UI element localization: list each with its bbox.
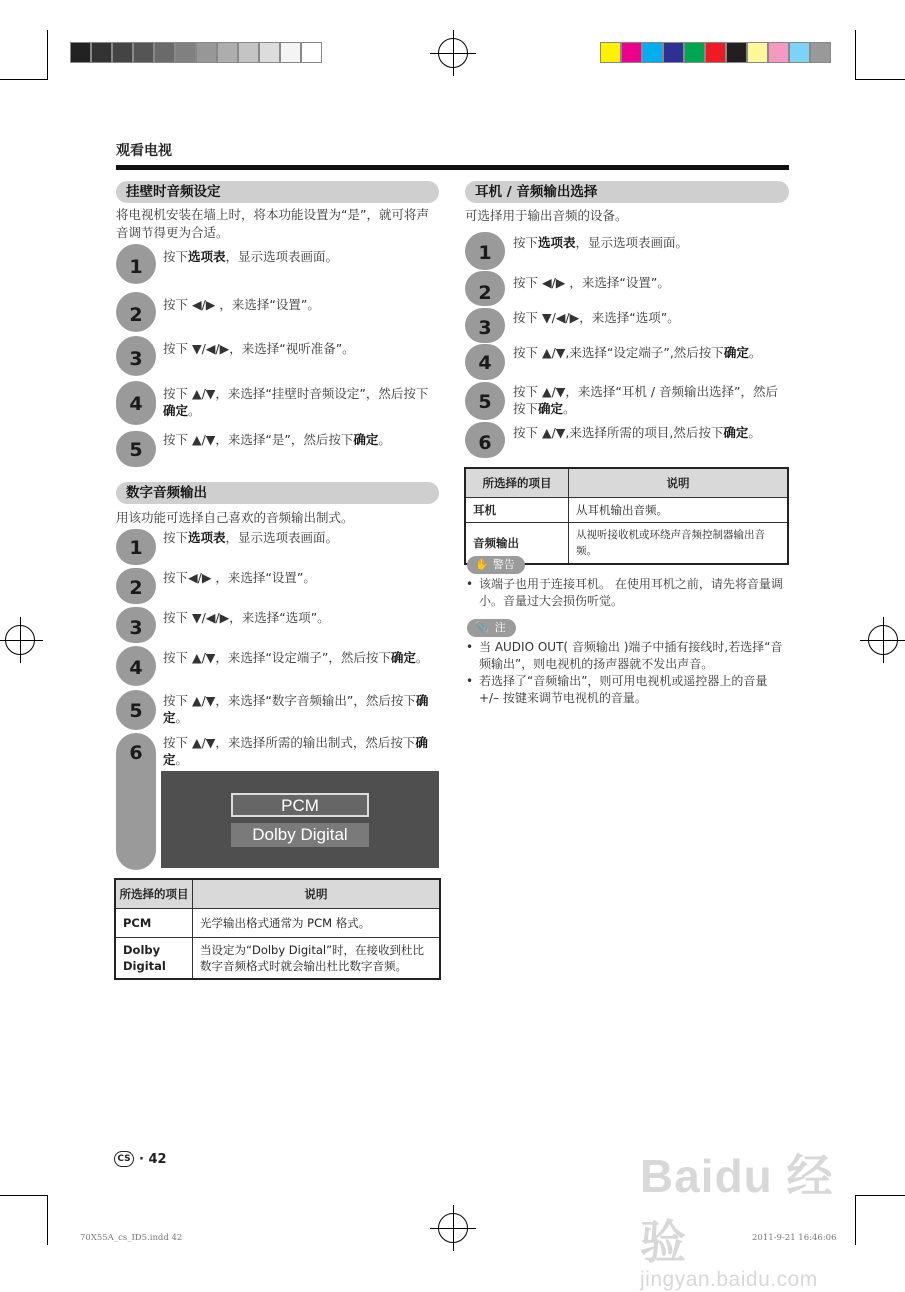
menu-option-dolby-digital[interactable]: Dolby Digital [231, 823, 369, 847]
step-text [513, 344, 790, 361]
warning-tag [467, 556, 525, 574]
step-text [163, 609, 439, 626]
table-cell: 光学输出格式通常为 PCM 格式。 [193, 909, 441, 938]
note-bullet [466, 673, 790, 705]
step-text [163, 569, 439, 586]
step-number: 2 [129, 577, 143, 599]
step-text-part: 。 [748, 425, 761, 440]
step-text-part: 按下 ▲/▼，来选择“设定端子”，然后按下 [163, 650, 391, 665]
color-swatch [112, 42, 133, 63]
color-calibration-bar [600, 42, 831, 63]
watermark-url: jingyan.baidu.com [640, 1268, 818, 1291]
color-swatch [238, 42, 259, 63]
step-text [163, 340, 439, 357]
color-swatch [91, 42, 112, 63]
watermark-logo: Baidu 经验 [640, 1150, 834, 1268]
page-number-text: · 42 [139, 1151, 167, 1167]
step-number: 6 [478, 432, 492, 454]
step-button-name: 确定 [723, 425, 749, 440]
color-swatch [133, 42, 154, 63]
baidu-watermark [640, 1140, 870, 1292]
step-number: 3 [129, 617, 143, 639]
step-button-name: 确定 [353, 432, 379, 447]
section-intro-digital-audio: 用该功能可选择自己喜欢的音频输出制式。 [116, 510, 354, 525]
paperclip-icon: 📎 [475, 621, 489, 634]
table-header: 说明 [193, 879, 441, 909]
color-swatch [196, 42, 217, 63]
step-text [163, 734, 439, 768]
step-number: 4 [129, 393, 143, 415]
table-cell: 当设定为“Dolby Digital”时，在接收到杜比数字音频格式时就会输出杜比数字音频。 [193, 938, 441, 980]
step-text-part: 。 [175, 710, 189, 725]
table-header-row [115, 879, 440, 909]
color-swatch [810, 42, 831, 63]
color-swatch [684, 42, 705, 63]
warning-label: 警告 [492, 558, 515, 571]
step-button-name: 确定 [163, 403, 189, 418]
step-text [513, 309, 790, 326]
headphone-output-table [464, 467, 789, 565]
registration-mark [438, 38, 468, 68]
step-text-part: 按下 ▲/▼，来选择“数字音频输出”，然后按下 [163, 693, 416, 708]
note-text: 当 AUDIO OUT( 音频输出 )端子中插有接线时,若选择“音频输出”，则电视机的扬声器就不发出声音。 [479, 640, 783, 671]
color-swatch [768, 42, 789, 63]
note-text: 若选择了“音频输出”，则可用电视机或遥控器上的音量 +/– 按键来调节电视机的音量。 [479, 674, 768, 705]
step-text-part: 按下 ▲/▼，来选择“挂壁时音频设定”，然后按下 [163, 386, 429, 401]
step-text [163, 692, 439, 726]
color-swatch [663, 42, 684, 63]
warning-bullet [466, 576, 790, 608]
step-number: 3 [129, 348, 143, 370]
color-swatch [70, 42, 91, 63]
step-button-name: 选项表 [538, 235, 576, 250]
audio-format-menu-screen [161, 771, 439, 868]
step-text-part: 按下 ▲/▼，来选择所需的输出制式，然后按下 [163, 735, 416, 750]
step-text [163, 431, 439, 448]
step-text-part: 按下 ▲/▼，来选择“是”，然后按下 [163, 432, 354, 447]
step-text-part: 。 [563, 401, 576, 416]
step-text [163, 385, 439, 419]
step-text [513, 424, 790, 441]
step-text-part: 按下 ▼/◀/▶，来选择“选项”。 [513, 310, 680, 325]
menu-option-pcm[interactable]: PCM [231, 793, 369, 817]
color-swatch [621, 42, 642, 63]
table-header-row [465, 468, 788, 498]
table-row [115, 909, 440, 938]
step-number: 5 [129, 700, 143, 722]
color-swatch [747, 42, 768, 63]
step-text [513, 234, 790, 251]
note-bullet [466, 639, 790, 671]
table-cell: 从耳机输出音频。 [569, 498, 789, 523]
step-text [513, 274, 790, 291]
color-swatch [280, 42, 301, 63]
color-swatch [175, 42, 196, 63]
step-text [163, 248, 439, 265]
step-text-part: 按下 [163, 530, 189, 545]
step-text-part: 按下 ▲/▼,来选择所需的项目,然后按下 [513, 425, 724, 440]
color-swatch [705, 42, 726, 63]
step-text-part: 按下◀/▶ ，来选择“设置”。 [163, 570, 316, 585]
step-number: 2 [478, 282, 492, 304]
step-text [163, 296, 439, 313]
page-number [114, 1151, 167, 1167]
step-text-part: 。 [415, 650, 429, 665]
color-swatch [259, 42, 280, 63]
step-text-part: 按下 [513, 235, 539, 250]
table-cell: PCM [115, 909, 193, 938]
color-swatch [217, 42, 238, 63]
crop-mark [47, 1195, 48, 1245]
bullet-dot: • [466, 674, 474, 688]
digital-audio-table [114, 878, 441, 980]
step-text-part: ，显示选项表画面。 [225, 249, 339, 264]
table-cell: 耳机 [465, 498, 569, 523]
crop-mark [855, 79, 905, 80]
registration-mark [5, 625, 35, 655]
color-swatch [789, 42, 810, 63]
section-heading-headphone-output: 耳机 / 音频输出选择 [465, 181, 789, 203]
bullet-dot: • [466, 577, 474, 591]
hand-icon: ✋ [475, 558, 489, 571]
color-swatch [154, 42, 175, 63]
crop-mark [0, 1195, 48, 1196]
step-number: 2 [129, 304, 143, 326]
step-button-name: 选项表 [188, 249, 226, 264]
step-text-part: 按下 ◀/▶ ，来选择“设置”。 [513, 275, 670, 290]
step-button-name: 确定 [163, 693, 429, 725]
section-intro-headphone-output: 可选择用于输出音频的设备。 [465, 208, 628, 223]
step-number: 6 [129, 742, 143, 764]
section-heading-digital-audio: 数字音频输出 [116, 482, 439, 504]
table-cell: Dolby Digital [115, 938, 193, 980]
step-text-part: 按下 ▼/◀/▶，来选择“选项”。 [163, 610, 330, 625]
title-rule [116, 165, 789, 170]
print-timestamp: 2011-9-21 16:46:06 [752, 1233, 837, 1243]
table-header: 所选择的项目 [465, 468, 569, 498]
table-header: 说明 [569, 468, 789, 498]
table-row [115, 938, 440, 980]
step-button-name: 确定 [390, 650, 416, 665]
step-text-part: 。 [378, 432, 391, 447]
step-text-part: 按下 ◀/▶ ，来选择“设置”。 [163, 297, 320, 312]
step-text-part: 。 [748, 345, 762, 360]
section-heading-wall-audio: 挂壁时音频设定 [116, 181, 439, 203]
crop-mark [0, 79, 48, 80]
step-number: 4 [478, 352, 492, 374]
step-text [163, 529, 439, 546]
step-number: 4 [129, 657, 143, 679]
step-number: 1 [129, 537, 143, 559]
step-number: 1 [478, 242, 492, 264]
crop-mark [47, 30, 48, 80]
step-button-name: 选项表 [188, 530, 226, 545]
step-button-name: 确定 [723, 345, 749, 360]
step-text-part: ，显示选项表画面。 [225, 530, 339, 545]
step-number: 3 [478, 317, 492, 339]
section-intro-wall-audio: 将电视机安装在墙上时，将本功能设置为“是”，就可将声音调节得更为合适。 [116, 207, 429, 240]
step-number: 5 [129, 439, 143, 461]
step-text-part: 。 [175, 752, 189, 767]
page-title: 观看电视 [116, 143, 172, 159]
step-text-part: 按下 ▲/▼,来选择“设定端子”,然后按下 [513, 345, 724, 360]
crop-mark [855, 30, 856, 80]
step-text-part: 按下 ▲/▼，来选择“耳机 / 音频输出选择”，然后按下 [513, 384, 779, 416]
table-header: 所选择的项目 [115, 879, 193, 909]
table-row [465, 498, 788, 523]
note-tag [467, 619, 516, 637]
bullet-dot: • [466, 640, 474, 654]
note-label: 注 [494, 621, 506, 634]
warning-text: 该端子也用于连接耳机。 在使用耳机之前，请先将音量调小。音量过大会损伤听觉。 [479, 577, 783, 608]
gray-calibration-bar [70, 42, 322, 63]
step-text [513, 383, 790, 417]
step-text-part: 。 [188, 403, 201, 418]
color-swatch [642, 42, 663, 63]
table-cell: 从视听接收机或环绕声音频控制器输出音频。 [569, 523, 789, 565]
color-swatch [301, 42, 322, 63]
table-cell: 音频输出 [465, 523, 569, 565]
file-info: 70X55A_cs_ID5.indd 42 [80, 1233, 183, 1243]
color-swatch [600, 42, 621, 63]
registration-mark [438, 1213, 468, 1243]
color-swatch [726, 42, 747, 63]
step-button-name: 确定 [163, 735, 428, 767]
registration-mark [868, 625, 898, 655]
step-button-name: 确定 [538, 401, 564, 416]
step-number: 1 [129, 256, 143, 278]
step-text-part: ，显示选项表画面。 [575, 235, 689, 250]
step-text [163, 649, 439, 666]
step-text-part: 按下 ▼/◀/▶，来选择“视听准备”。 [163, 341, 355, 356]
step-text-part: 按下 [163, 249, 189, 264]
step-number: 5 [478, 391, 492, 413]
cs-badge: CS [114, 1151, 134, 1167]
